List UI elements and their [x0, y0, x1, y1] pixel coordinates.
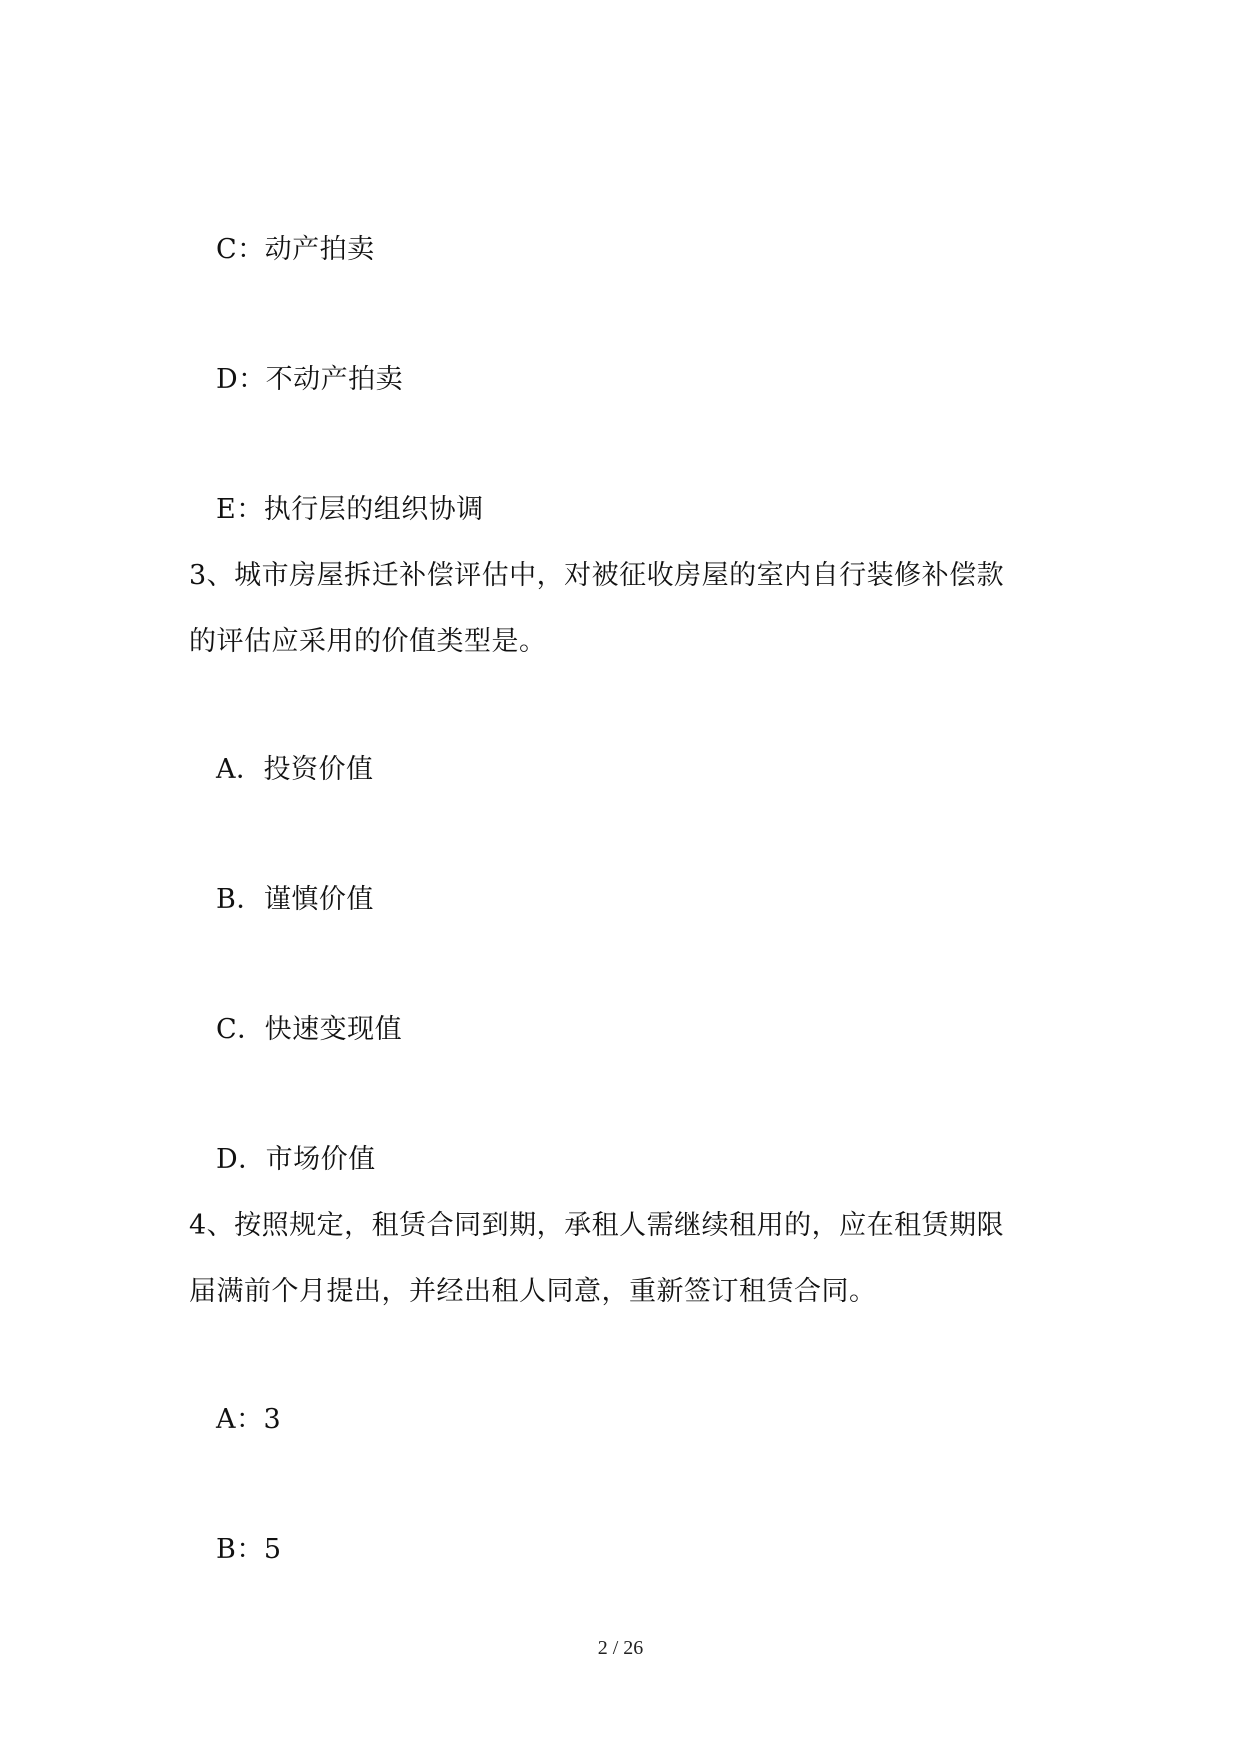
q4-question-line1: 4、按照规定，租赁合同到期，承租人需继续租用的，应在租赁期限 [189, 1210, 1005, 1241]
q2-option-c: C：动产拍卖 [216, 234, 375, 265]
q3-option-c: C．快速变现值 [216, 1014, 403, 1045]
q2-option-d: D：不动产拍卖 [216, 364, 404, 395]
q3-option-d: D．市场价值 [216, 1144, 376, 1175]
page-number: 2 / 26 [597, 1637, 644, 1659]
q4-option-a: A：3 [216, 1404, 282, 1435]
q3-option-b: B．谨慎价值 [216, 884, 374, 915]
q4-question-line2: 届满前个月提出，并经出租人同意，重新签订租赁合同。 [189, 1276, 877, 1307]
q4-option-b: B：5 [216, 1534, 282, 1565]
q3-option-a: A．投资价值 [216, 754, 374, 785]
q2-option-e: E：执行层的组织协调 [216, 494, 484, 525]
q3-question-line1: 3、城市房屋拆迁补偿评估中，对被征收房屋的室内自行装修补偿款 [189, 560, 1005, 591]
q3-question-line2: 的评估应采用的价值类型是。 [189, 626, 547, 657]
